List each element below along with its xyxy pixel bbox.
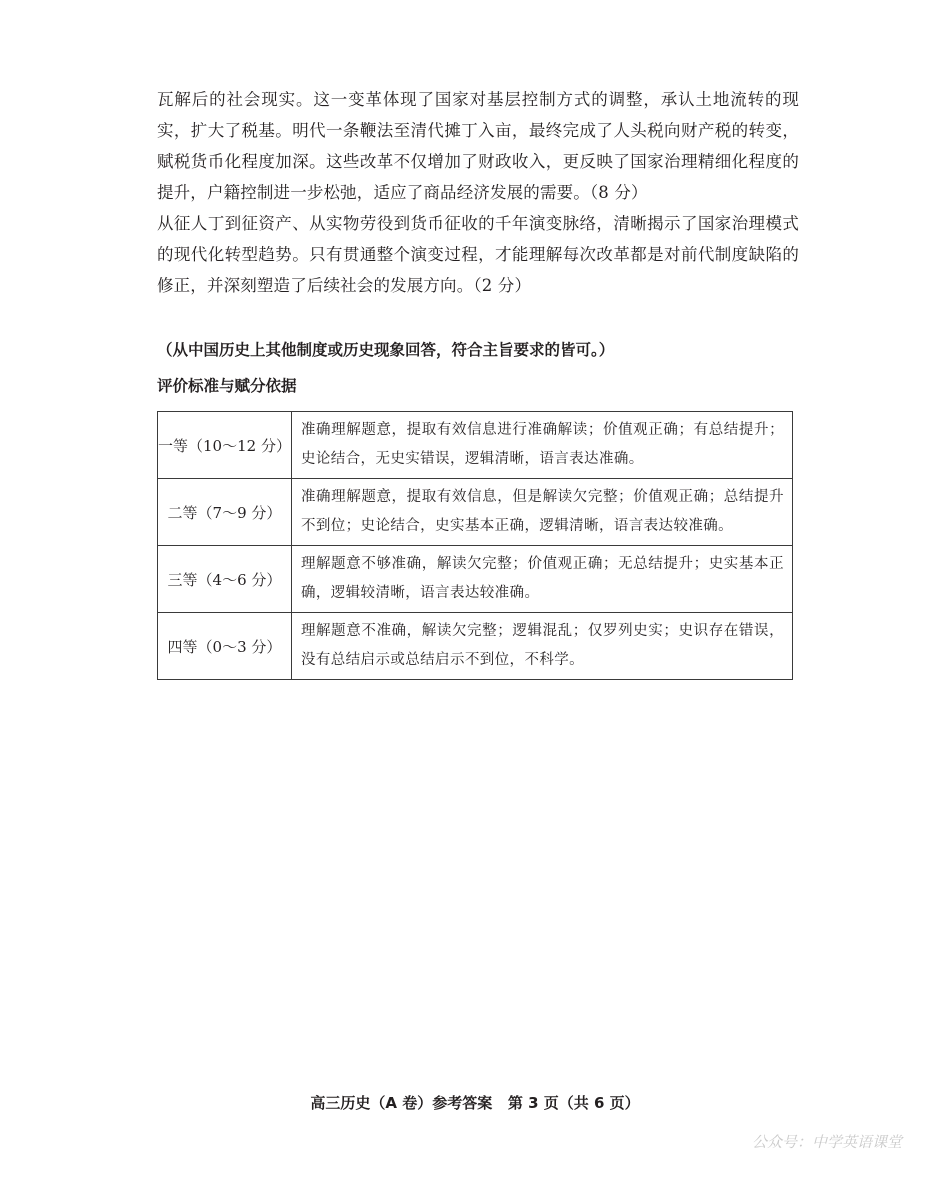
description-cell: 准确理解题意，提取有效信息进行准确解读；价值观正确；有总结提升；史论结合，无史实错误，逻辑清晰，语言表达准确。 <box>291 412 792 479</box>
table-row <box>158 613 793 680</box>
answer-paragraph-1: 瓦解后的社会现实。这一变革体现了国家对基层控制方式的调整，承认土地流转的现实，扩大了税基。明代一条鞭法至清代摊丁入亩，最终完成了人头税向财产税的转变，赋税货币化程度加深。这些改革不仅增加了财政收入，更反映了国家治理精细化程度的提升，户籍控制进一步松弛，适应了商品经济发展的需要。（8 分） <box>157 90 799 202</box>
table-row <box>158 546 793 613</box>
answer-body <box>157 84 799 301</box>
description-cell: 理解题意不够准确，解读欠完整；价值观正确；无总结提升；史实基本正确，逻辑较清晰，语言表达较准确。 <box>291 546 792 613</box>
criteria-title: 评价标准与赋分依据 <box>157 377 297 395</box>
grade-cell: 三等（4～6 分） <box>158 546 292 613</box>
grade-cell: 一等（10～12 分） <box>158 412 292 479</box>
table-row <box>158 479 793 546</box>
footer-title: 高三历史（A 卷）参考答案 <box>310 1094 493 1112</box>
grade-cell: 二等（7～9 分） <box>158 479 292 546</box>
answer-note: （从中国历史上其他制度或历史现象回答，符合主旨要求的皆可。） <box>157 341 615 359</box>
description-cell: 准确理解题意，提取有效信息，但是解读欠完整；价值观正确；总结提升不到位；史论结合，史实基本正确，逻辑清晰，语言表达较准确。 <box>291 479 792 546</box>
grade-cell: 四等（0～3 分） <box>158 613 292 680</box>
answer-paragraph-2: 从征人丁到征资产、从实物劳役到货币征收的千年演变脉络，清晰揭示了国家治理模式的现代化转型趋势。只有贯通整个演变过程，才能理解每次改革都是对前代制度缺陷的修正，并深刻塑造了后续社会的发展方向。（2 分） <box>157 214 799 295</box>
page-footer <box>0 1092 950 1114</box>
description-cell: 理解题意不准确，解读欠完整；逻辑混乱；仅罗列史实；史识存在错误，没有总结启示或总结启示不到位，不科学。 <box>291 613 792 680</box>
watermark: 公众号：中学英语课堂 <box>751 1133 902 1151</box>
criteria-table <box>157 411 793 680</box>
table-row <box>158 412 793 479</box>
footer-page-number: 第 3 页（共 6 页） <box>507 1094 640 1112</box>
